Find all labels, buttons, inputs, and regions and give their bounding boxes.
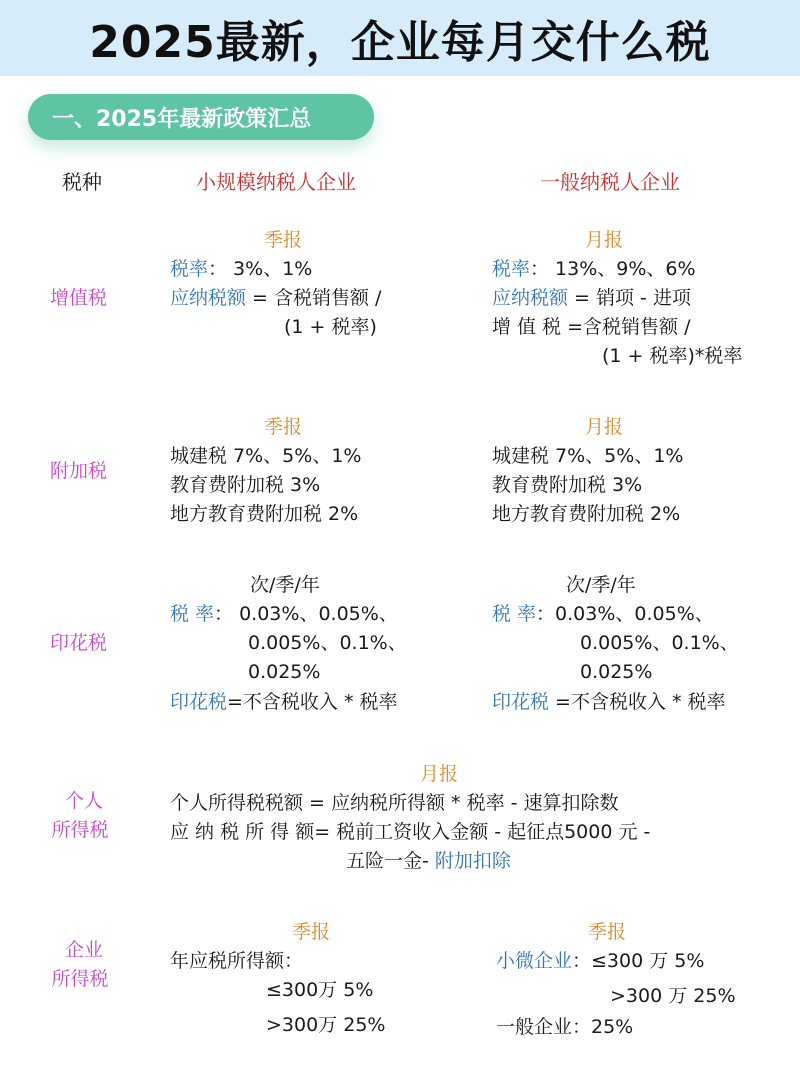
stamp-general-rate: 税 率：0.03%、0.05%、 (492, 603, 714, 625)
list-item: 地方教育费附加税 2% (492, 503, 681, 525)
page-title: 2025最新，企业每月交什么税 (89, 17, 711, 68)
corporate-name: 企业 所得税 (51, 939, 109, 990)
header-small-scale: 小规模纳税人企业 (196, 170, 356, 194)
vat-name: 增值税 (50, 287, 108, 309)
personal-formula-line1: 个人所得税税额 = 应纳税所得额 * 税率 - 速算扣除数 (170, 792, 619, 814)
stamp-small-rate-cont2: 0.025% (248, 661, 321, 683)
list-item: 教育费附加税 3% (170, 474, 321, 496)
vat-general-rate: 税率： 13%、9%、6% (492, 258, 696, 280)
corporate-general-micro: 小微企业：≤300 万 5% (496, 950, 705, 972)
corporate-small-line1: 年应税所得额： (170, 950, 304, 972)
corporate-general-period: 季报 (588, 921, 627, 943)
stamp-general-period: 次/季/年 (566, 574, 636, 596)
personal-formula-line2: 应 纳 税 所 得 额= 税前工资收入金额 - 起征点5000 元 - (170, 821, 651, 843)
header-tax-type: 税种 (62, 170, 102, 194)
personal-period: 月报 (420, 763, 459, 785)
stamp-general-formula: 印花税 =不含税收入 * 税率 (492, 691, 726, 713)
vat-small-formula: 应纳税额 = 含税销售额 / (170, 287, 382, 309)
corporate-general-line3: 一般企业：25% (496, 1016, 634, 1038)
vat-general-formula2-cont: (1 + 税率)*税率 (602, 345, 743, 367)
surcharge-small-list (170, 442, 361, 529)
vat-small-period: 季报 (264, 229, 303, 251)
surcharge-name: 附加税 (50, 460, 108, 482)
section-heading-pill (28, 94, 374, 140)
personal-formula-line3: 五险一金- 附加扣除 (346, 850, 511, 872)
list-item: 城建税 7%、5%、1% (170, 445, 362, 467)
vat-general-period: 月报 (585, 229, 624, 251)
surcharge-general-list (492, 442, 683, 529)
header-general: 一般纳税人企业 (540, 170, 680, 194)
title-banner (0, 0, 800, 76)
stamp-small-rate: 税 率： 0.03%、0.05%、 (170, 603, 398, 625)
corporate-small-line2: ≤300万 5% (266, 979, 374, 1001)
vat-small-rate: 税率： 3%、1% (170, 258, 313, 280)
corporate-small-line3: >300万 25% (266, 1014, 386, 1036)
vat-small-formula-cont: (1 + 税率) (284, 316, 377, 338)
stamp-small-formula: 印花税=不含税收入 * 税率 (170, 691, 398, 713)
surcharge-general-period: 月报 (585, 416, 624, 438)
vat-general-formula: 应纳税额 = 销项 - 进项 (492, 287, 691, 309)
corporate-small-period: 季报 (292, 921, 331, 943)
stamp-small-period: 次/季/年 (250, 574, 320, 596)
stamp-small-rate-cont1: 0.005%、0.1%、 (248, 632, 407, 654)
surcharge-small-period: 季报 (264, 416, 303, 438)
corporate-general-line2: >300 万 25% (610, 985, 736, 1007)
vat-general-formula2: 增 值 税 =含税销售额 / (492, 316, 691, 338)
list-item: 地方教育费附加税 2% (170, 503, 359, 525)
personal-name: 个人 所得税 (51, 790, 109, 841)
list-item: 城建税 7%、5%、1% (492, 445, 684, 467)
list-item: 教育费附加税 3% (492, 474, 643, 496)
stamp-name: 印花税 (50, 632, 108, 654)
stamp-general-rate-cont1: 0.005%、0.1%、 (580, 632, 739, 654)
stamp-general-rate-cont2: 0.025% (580, 661, 653, 683)
section-title: 一、2025年最新政策汇总 (52, 106, 312, 132)
